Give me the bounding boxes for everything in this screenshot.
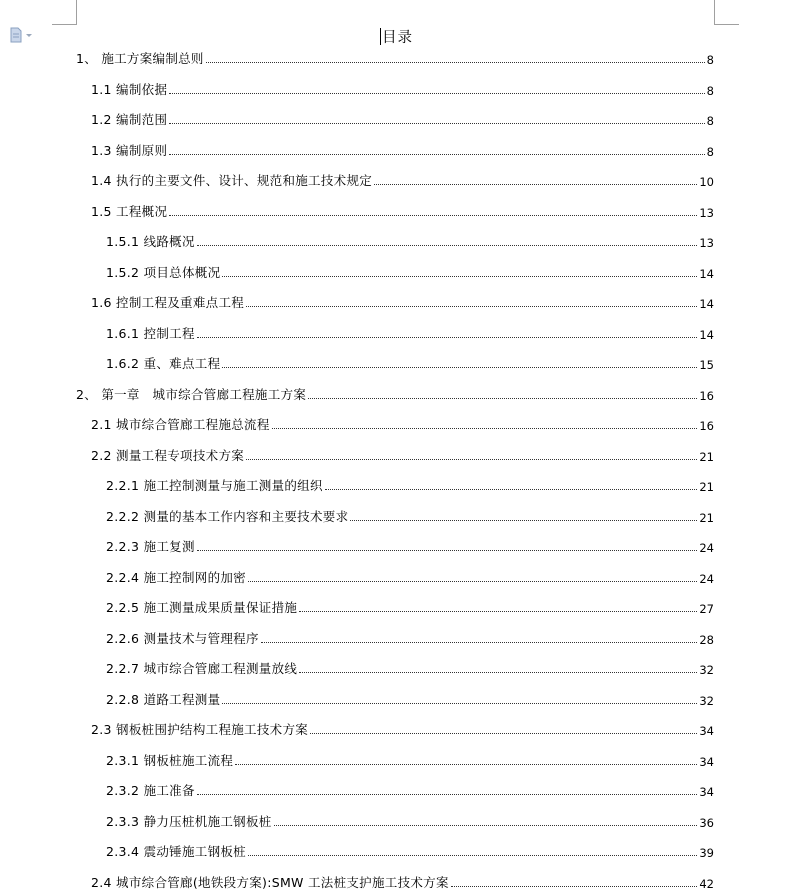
toc-leader-dots [169,154,704,155]
toc-entry[interactable] [106,781,714,799]
toc-entry[interactable] [76,385,714,403]
toc-leader-dots [299,611,697,612]
toc-entry[interactable] [106,629,714,647]
toc-entry-page-number: 24 [699,571,714,586]
toc-entry[interactable] [91,293,714,311]
toc-leader-dots [222,367,697,368]
toc-entry[interactable] [106,324,714,342]
toc-entry-label: 2.3.4 震动锤施工钢板桩 [106,844,246,859]
toc-entry[interactable] [91,171,714,189]
toc-entry-page-number: 13 [699,205,714,220]
toc-entry[interactable] [106,354,714,372]
toc-leader-dots [310,733,697,734]
toc-entry[interactable] [91,202,714,220]
toc-entry[interactable] [106,568,714,586]
toc-entry[interactable] [91,415,714,433]
toc-leader-dots [451,886,698,887]
toc-leader-dots [246,459,697,460]
toc-entry-page-number: 8 [706,83,714,98]
toc-entry-page-number: 36 [699,815,714,830]
page-title-text: 目录 [382,30,413,46]
toc-leader-dots [206,62,705,63]
toc-entry[interactable] [106,659,714,677]
toc-entry-label: 2、 第一章 城市综合管廊工程施工方案 [76,386,307,402]
toc-entry-label: 2.3.3 静力压桩机施工钢板桩 [106,813,272,829]
toc-entry[interactable] [91,141,714,159]
toc-entry-page-number: 27 [699,602,714,616]
toc-entry[interactable] [91,110,714,128]
toc-entry[interactable] [106,537,714,555]
toc-entry-page-number: 15 [699,358,714,372]
toc-leader-dots [169,93,704,94]
toc-entry-page-number: 10 [699,175,714,189]
toc-entry[interactable] [106,263,714,281]
toc-entry-page-number: 34 [699,754,714,769]
toc-entry-label: 1.3 编制原则 [91,142,168,158]
toc-entry[interactable] [91,873,714,891]
toc-leader-dots [374,184,697,185]
toc-entry-page-number: 24 [699,541,714,555]
toc-entry-page-number: 39 [699,846,714,860]
toc-entry-label: 1.1 编制依据 [91,81,168,97]
toc-leader-dots [299,672,697,673]
toc-entry-label: 2.2.4 施工控制网的加密 [106,569,246,585]
toc-entry-label: 2.2.1 施工控制测量与施工测量的组织 [106,478,323,493]
toc-entry-label: 2.3 钢板桩围护结构工程施工技术方案 [91,722,309,737]
toc-entry-page-number: 16 [699,419,714,433]
toc-entry-label: 2.2.8 道路工程测量 [106,691,221,707]
toc-entry[interactable] [91,80,714,98]
toc-entry[interactable] [91,720,714,738]
toc-leader-dots [222,276,697,277]
toc-entry-label: 1.2 编制范围 [91,112,168,127]
page-title [0,26,793,47]
toc-entry-label: 2.2.5 施工测量成果质量保证措施 [106,600,298,615]
toc-entry-page-number: 32 [699,693,714,708]
toc-leader-dots [248,855,697,856]
toc-entry-label: 2.3.1 钢板桩施工流程 [106,752,234,768]
toc-leader-dots [274,825,698,826]
toc-entry-label: 1.5.2 项目总体概况 [106,264,221,280]
toc-entry-label: 2.2.2 测量的基本工作内容和主要技术要求 [106,508,349,524]
toc-entry-page-number: 14 [699,297,714,311]
toc-entry-label: 2.4 城市综合管廊(地铁段方案):SMW 工法桩支护施工技术方案 [91,874,449,890]
toc-leader-dots [350,520,697,521]
toc-entry-page-number: 21 [699,510,714,525]
toc-entry-label: 2.2.7 城市综合管廊工程测量放线 [106,661,298,676]
toc-entry-label: 1.5 工程概况 [91,203,168,219]
toc-leader-dots [197,794,698,795]
toc-entry-label: 2.2 测量工程专项技术方案 [91,447,245,463]
toc-entry-page-number: 8 [706,53,714,67]
toc-entry-label: 2.2.6 测量技术与管理程序 [106,630,259,646]
toc-leader-dots [197,245,698,246]
toc-entry-label: 1.6.1 控制工程 [106,325,195,341]
toc-entry[interactable] [106,232,714,250]
toc-entry-page-number: 42 [699,876,714,891]
toc-leader-dots [197,337,698,338]
toc-entry-page-number: 34 [699,724,714,738]
toc-leader-dots [308,398,697,399]
toc-entry-page-number: 16 [699,388,714,403]
toc-leader-dots [246,306,697,307]
toc-entry[interactable] [106,507,714,525]
toc-entry-label: 2.1 城市综合管廊工程施总流程 [91,417,270,432]
toc-leader-dots [222,703,697,704]
toc-leader-dots [248,581,697,582]
toc-entry-label: 1.4 执行的主要文件、设计、规范和施工技术规定 [91,173,373,188]
toc-entry-page-number: 28 [699,632,714,647]
toc-entry-page-number: 32 [699,663,714,677]
toc-leader-dots [197,550,698,551]
toc-entry-label: 1.6.2 重、难点工程 [106,356,221,371]
toc-entry-page-number: 13 [699,236,714,250]
toc-entry[interactable] [106,751,714,769]
toc-entry-page-number: 21 [699,449,714,464]
toc-entry-page-number: 8 [706,144,714,159]
toc-entry-page-number: 34 [699,785,714,799]
toc-entry[interactable] [106,812,714,830]
toc-entry-page-number: 14 [699,266,714,281]
toc-entry[interactable] [106,476,714,494]
toc-entry[interactable] [91,446,714,464]
toc-leader-dots [169,215,697,216]
toc-entry-page-number: 21 [699,480,714,494]
toc-entry[interactable] [76,49,714,67]
toc-entry[interactable] [106,690,714,708]
toc-entry-label: 2.3.2 施工准备 [106,783,195,798]
toc-entry-label: 1.5.1 线路概况 [106,234,195,249]
toc-entry-label: 1.6 控制工程及重难点工程 [91,295,245,310]
toc-entry-page-number: 8 [706,114,714,128]
toc-entry-label: 2.2.3 施工复测 [106,539,195,554]
toc-entry[interactable] [106,842,714,860]
toc-leader-dots [272,428,698,429]
toc-leader-dots [169,123,704,124]
text-cursor [380,28,381,45]
toc-leader-dots [261,642,698,643]
toc-leader-dots [235,764,697,765]
toc-leader-dots [325,489,698,490]
toc-entry-label: 1、 施工方案编制总则 [76,51,204,66]
toc-entry-page-number: 14 [699,327,714,342]
toc-entry[interactable] [106,598,714,616]
